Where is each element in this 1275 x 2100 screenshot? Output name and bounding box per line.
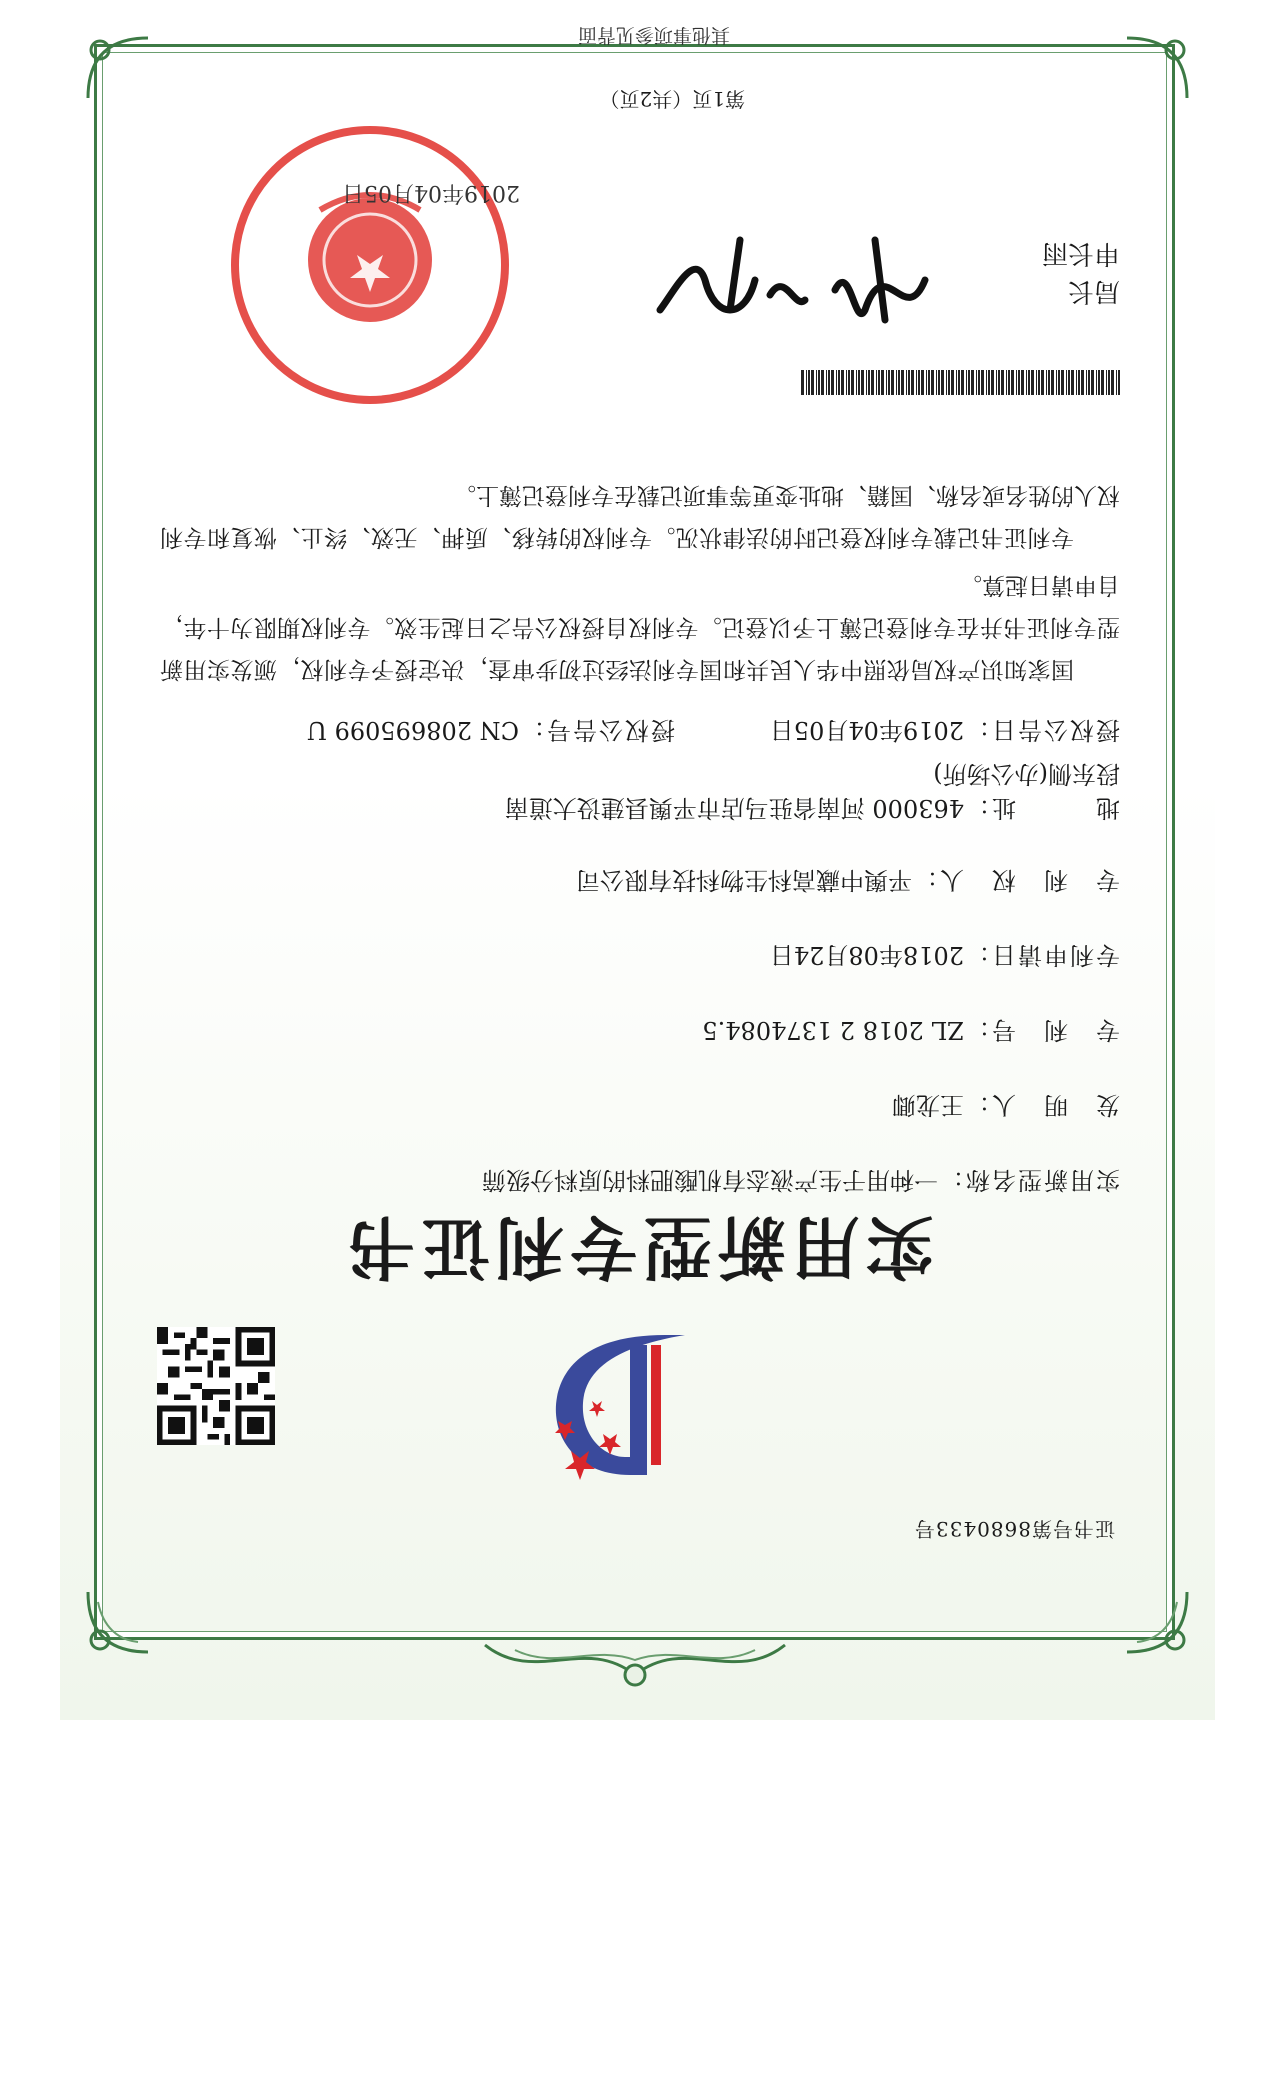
top-ornament-icon bbox=[475, 1625, 795, 1705]
field-value: 一种用于生产液态有机酸肥料的原料分级筛 bbox=[482, 1166, 938, 1194]
field-label: 专 利 权 人： bbox=[912, 866, 1120, 894]
field-label: 地 址： bbox=[964, 794, 1120, 822]
field-value: 2018年08月24日 bbox=[769, 941, 964, 969]
field-label: 专利申请日： bbox=[964, 941, 1120, 969]
qr-code-icon bbox=[157, 1327, 275, 1445]
seal-date: 2019年04月05日 bbox=[342, 180, 520, 205]
official-seal-icon bbox=[225, 120, 515, 410]
barcode bbox=[800, 370, 1120, 395]
field-value: ZL 2018 2 1374084.5 bbox=[702, 1016, 964, 1044]
field-label: 授权公告日： bbox=[964, 716, 1120, 744]
utility-model-name-field bbox=[482, 1165, 1120, 1200]
grant-date-field bbox=[770, 715, 1120, 750]
grant-statement-paragraph: 国家知识产权局依照中华人民共和国专利法经过初步审查，决定授予专利权，颁发实用新型专利证书并在专利登记簿上予以登记。专利权自授权公告之日起生效。专利权期限为十年，自申请日起算。 bbox=[160, 572, 1120, 682]
director-block bbox=[1042, 234, 1120, 310]
field-value: 2019年04月05日 bbox=[769, 716, 964, 744]
certificate-title: 实用新型专利证书 bbox=[341, 1206, 934, 1286]
inventor-field bbox=[892, 1090, 1120, 1125]
field-value: 463000 河南省驻马店市平舆县建设大道南段东侧(办公场所) bbox=[504, 760, 1120, 822]
certificate-number: 证书号第8680433号 bbox=[913, 1517, 1115, 1541]
director-title: 局长 bbox=[1067, 276, 1120, 306]
field-label: 发 明 人： bbox=[964, 1091, 1120, 1119]
field-label: 实用新型名称： bbox=[938, 1166, 1120, 1194]
field-value: 平舆中藏高科生物科技有限公司 bbox=[576, 866, 912, 894]
corner-ornament-icon bbox=[1117, 28, 1197, 108]
patent-number-field bbox=[702, 1015, 1120, 1050]
other-notes: 其他事项参见背面 bbox=[577, 24, 730, 46]
filing-date-field bbox=[770, 940, 1120, 975]
field-label: 授权公告号： bbox=[519, 716, 675, 744]
patent-office-logo-icon bbox=[525, 1325, 725, 1495]
field-label: 专 利 号： bbox=[964, 1016, 1120, 1044]
corner-ornament-icon bbox=[78, 1582, 158, 1662]
director-signature-icon bbox=[645, 220, 945, 350]
grant-number-field bbox=[307, 715, 675, 750]
field-value: CN 208695099 U bbox=[306, 716, 519, 744]
director-name: 申长雨 bbox=[1041, 238, 1120, 268]
page-indicator: 第1页（共2页） bbox=[599, 87, 745, 111]
address-field bbox=[500, 757, 1120, 825]
patentee-field bbox=[576, 865, 1120, 900]
legal-status-paragraph: 专利证书记载专利权登记时的法律状况。专利权的转移、质押、无效、终止、恢复和专利权人的姓名或名称、国籍、地址变更等事项记载在专利登记簿上。 bbox=[160, 482, 1120, 550]
corner-ornament-icon bbox=[78, 28, 158, 108]
corner-ornament-icon bbox=[1117, 1582, 1197, 1662]
field-value: 王龙卿 bbox=[892, 1091, 964, 1119]
